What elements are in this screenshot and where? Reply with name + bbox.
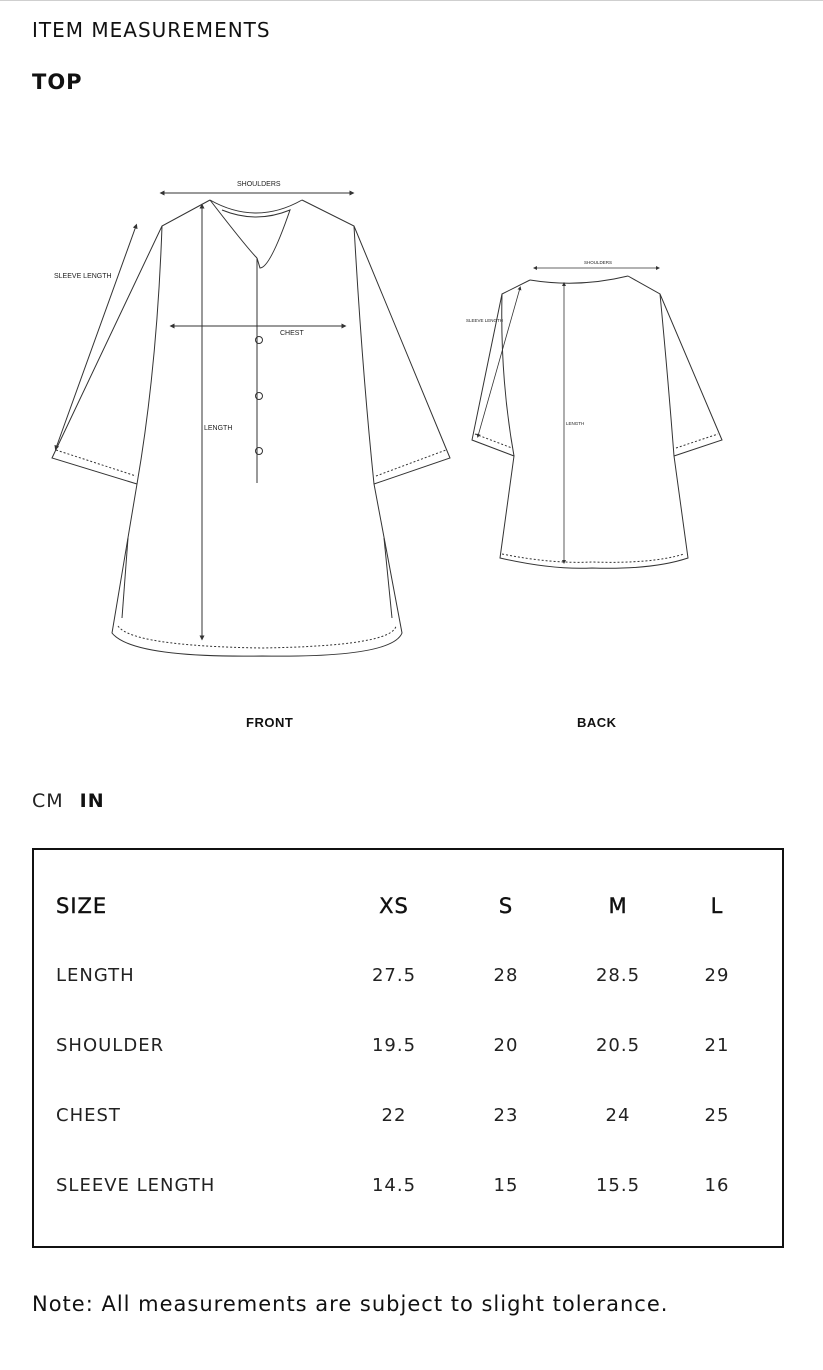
- size-m-header: M: [608, 894, 628, 918]
- page-title: ITEM MEASUREMENTS: [32, 18, 271, 42]
- table-cell: 21: [704, 1034, 730, 1056]
- front-chest-label: CHEST: [280, 330, 304, 337]
- table-cell: 28.5: [595, 964, 641, 986]
- table-row: [56, 940, 760, 1010]
- row-label-length: LENGTH: [56, 964, 135, 986]
- table-cell: 20: [493, 1034, 519, 1056]
- unit-switcher: [32, 790, 105, 812]
- size-l-header: L: [710, 894, 724, 918]
- size-s-header: S: [498, 894, 514, 918]
- table-cell: 29: [704, 964, 730, 986]
- table-cell: 22: [381, 1104, 407, 1126]
- front-sleeve-length-label: SLEEVE LENGTH: [54, 273, 112, 280]
- table-cell: 15: [493, 1174, 519, 1196]
- top-divider: [0, 0, 823, 1]
- table-cell: 28: [493, 964, 519, 986]
- table-cell: 27.5: [371, 964, 417, 986]
- garment-type-label: TOP: [32, 70, 83, 94]
- size-chart: [32, 848, 784, 1248]
- back-garment-drawing: [472, 276, 722, 568]
- back-caption: BACK: [577, 715, 617, 730]
- unit-in-toggle[interactable]: IN: [79, 790, 105, 812]
- tolerance-note: Note: All measurements are subject to slight tolerance.: [32, 1292, 669, 1316]
- table-header-row: [56, 872, 760, 940]
- size-table: [56, 872, 760, 1220]
- table-cell: 16: [704, 1174, 730, 1196]
- table-cell: 14.5: [371, 1174, 417, 1196]
- table-cell: 19.5: [371, 1034, 417, 1056]
- table-row: [56, 1010, 760, 1080]
- garment-illustration: [32, 118, 752, 758]
- row-label-chest: CHEST: [56, 1104, 121, 1126]
- table-row: [56, 1150, 760, 1220]
- row-label-sleeve-length: SLEEVE LENGTH: [56, 1174, 216, 1196]
- table-cell: 25: [704, 1104, 730, 1126]
- size-column-header: SIZE: [56, 894, 108, 918]
- measurement-diagram: [32, 118, 752, 758]
- back-sleeve-length-label: SLEEVE LENGTH: [466, 318, 504, 323]
- back-length-label: LENGTH: [566, 421, 585, 426]
- front-garment-drawing: [52, 200, 450, 656]
- table-row: [56, 1080, 760, 1150]
- size-xs-header: XS: [379, 894, 409, 918]
- table-cell: 24: [605, 1104, 631, 1126]
- front-shoulders-label: SHOULDERS: [237, 181, 281, 188]
- table-cell: 23: [493, 1104, 519, 1126]
- table-cell: 20.5: [595, 1034, 641, 1056]
- front-caption: FRONT: [246, 715, 294, 730]
- table-cell: 15.5: [595, 1174, 641, 1196]
- front-length-label: LENGTH: [204, 425, 233, 432]
- row-label-shoulder: SHOULDER: [56, 1034, 165, 1056]
- back-shoulders-label: SHOULDERS: [584, 260, 613, 265]
- unit-cm-toggle[interactable]: CM: [32, 790, 64, 812]
